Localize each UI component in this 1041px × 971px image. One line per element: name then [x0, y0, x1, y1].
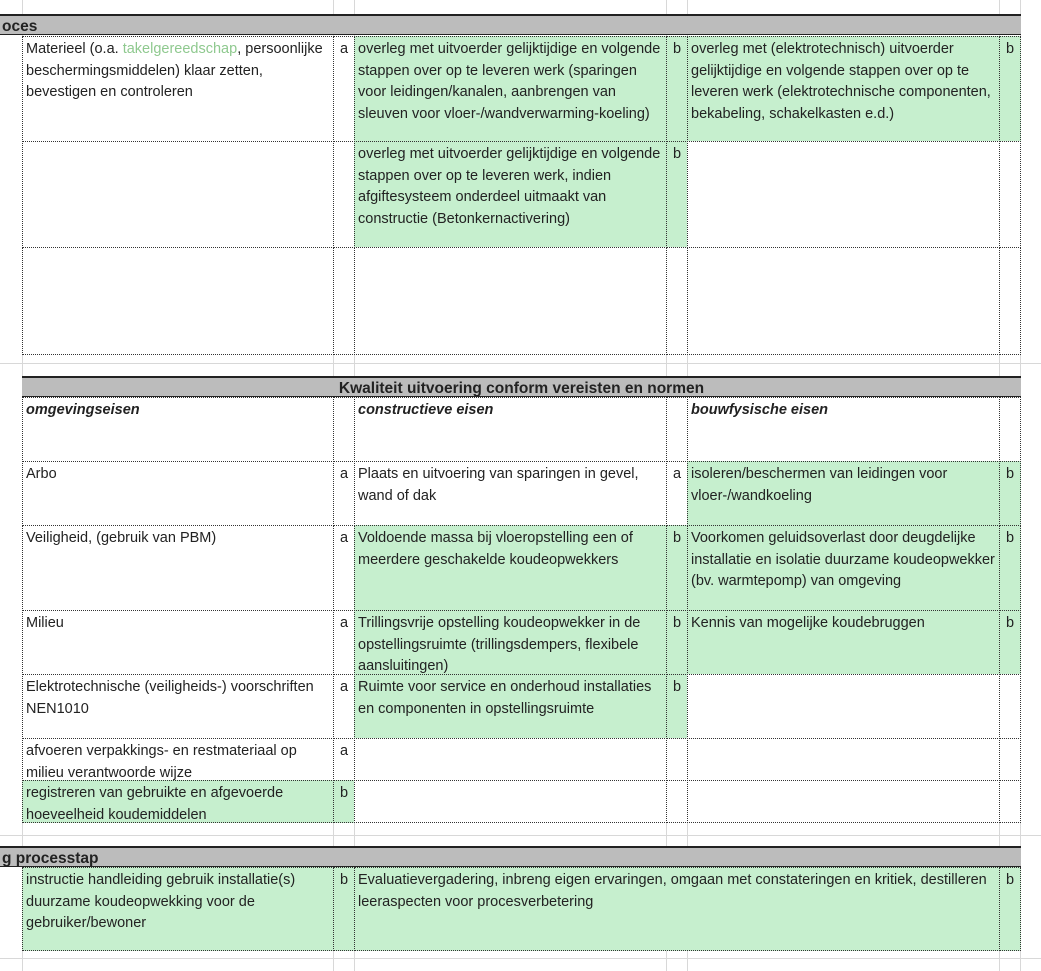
task-cell[interactable]: afvoeren verpakkings- en restmateriaal op milieu verantwoorde wijze [22, 738, 334, 781]
empty-cell[interactable] [666, 247, 688, 355]
level-label[interactable]: b [333, 780, 355, 823]
task-cell[interactable]: Voldoende massa bij vloeropstelling een of meerdere geschakelde koudeopwekkers [354, 525, 667, 611]
empty-cell[interactable] [999, 780, 1021, 823]
level-label[interactable]: a [333, 525, 355, 611]
task-cell[interactable]: Arbo [22, 461, 334, 526]
task-cell[interactable]: Elektrotechnische (veiligheids-) voorschriften NEN1010 [22, 674, 334, 739]
task-cell[interactable]: Voorkomen geluidsoverlast door deugdelijke installatie en isolatie duurzame koudeopwekker (bv. warmtepomp) van omgeving [687, 525, 1000, 611]
level-label[interactable]: a [333, 461, 355, 526]
task-cell[interactable]: overleg met uitvoerder gelijktijdige en volgende stappen over op te leveren werk, indien afgiftesysteem onderdeel uitmaakt van constructie (Betonkernactivering) [354, 141, 667, 248]
empty-cell[interactable] [687, 674, 1000, 739]
level-label[interactable]: b [999, 461, 1021, 526]
level-label[interactable]: b [333, 867, 355, 951]
task-cell[interactable]: Milieu [22, 610, 334, 675]
level-label[interactable]: b [666, 141, 688, 248]
empty-cell[interactable] [22, 247, 334, 355]
level-label[interactable]: a [333, 738, 355, 781]
empty-cell[interactable] [22, 141, 334, 248]
level-label[interactable]: b [666, 674, 688, 739]
task-cell[interactable]: overleg met uitvoerder gelijktijdige en volgende stappen over op te leveren werk (sparingen voor leidingen/kanalen, aanbrengen van sleuven voor vloer-/wandverwarming-koeling) [354, 36, 667, 142]
empty-cell[interactable] [333, 141, 355, 248]
task-cell[interactable] [22, 36, 334, 142]
empty-cell[interactable] [999, 674, 1021, 739]
level-label[interactable]: b [999, 610, 1021, 675]
gridline [0, 363, 1041, 364]
task-cell[interactable]: overleg met (elektrotechnisch) uitvoerder gelijktijdige en volgende stappen over op te leveren werk (elektrotechnische componenten, bekabeling, schakelkasten e.d.) [687, 36, 1000, 142]
task-cell[interactable]: Evaluatievergadering, inbreng eigen ervaringen, omgaan met constateringen en kritiek, destilleren leeraspecten voor procesverbetering [354, 867, 1000, 951]
task-cell[interactable]: Ruimte voor service en onderhoud installaties en componenten in opstellingsruimte [354, 674, 667, 739]
level-label[interactable]: b [666, 36, 688, 142]
empty-cell[interactable] [354, 780, 667, 823]
task-text: , persoonlijke beschermingsmiddelen) klaar zetten, bevestigen en controleren [26, 41, 323, 100]
level-label[interactable]: a [333, 674, 355, 739]
column-header: constructieve eisen [354, 397, 667, 462]
empty-cell[interactable] [999, 397, 1021, 462]
section-header: oces [0, 14, 1021, 35]
level-label[interactable]: b [999, 867, 1021, 951]
level-label[interactable]: a [666, 461, 688, 526]
empty-cell[interactable] [687, 738, 1000, 781]
task-cell[interactable]: registreren van gebruikte en afgevoerde hoeveelheid koudemiddelen [22, 780, 334, 823]
empty-cell[interactable] [999, 738, 1021, 781]
level-label[interactable]: b [666, 525, 688, 611]
empty-cell[interactable] [333, 397, 355, 462]
section-header: Kwaliteit uitvoering conform vereisten en normen [22, 376, 1021, 397]
column-header: omgevingseisen [22, 397, 334, 462]
empty-cell[interactable] [666, 397, 688, 462]
empty-cell[interactable] [354, 738, 667, 781]
level-label[interactable]: b [666, 610, 688, 675]
task-cell[interactable]: Veiligheid, (gebruik van PBM) [22, 525, 334, 611]
task-cell[interactable]: instructie handleiding gebruik installatie(s) duurzame koudeopwekking voor de gebruiker/bewoner [22, 867, 334, 951]
gridline [0, 835, 1041, 836]
empty-cell[interactable] [333, 247, 355, 355]
column-header: bouwfysische eisen [687, 397, 1000, 462]
empty-cell[interactable] [687, 780, 1000, 823]
empty-cell[interactable] [687, 141, 1000, 248]
task-cell[interactable]: Kennis van mogelijke koudebruggen [687, 610, 1000, 675]
section-header: g processtap [0, 846, 1021, 867]
empty-cell[interactable] [666, 780, 688, 823]
empty-cell[interactable] [999, 247, 1021, 355]
level-label[interactable]: a [333, 36, 355, 142]
level-label[interactable]: a [333, 610, 355, 675]
task-cell[interactable]: isoleren/beschermen van leidingen voor vloer-/wandkoeling [687, 461, 1000, 526]
task-cell[interactable]: Plaats en uitvoering van sparingen in gevel, wand of dak [354, 461, 667, 526]
task-text: Materieel (o.a. [26, 41, 123, 57]
empty-cell[interactable] [687, 247, 1000, 355]
task-cell[interactable]: Trillingsvrije opstelling koudeopwekker in de opstellingsruimte (trillingsdempers, flexibele aansluitingen) [354, 610, 667, 675]
empty-cell[interactable] [354, 247, 667, 355]
task-text-highlight: takelgereedschap [122, 41, 238, 57]
level-label[interactable]: b [999, 525, 1021, 611]
empty-cell[interactable] [999, 141, 1021, 248]
empty-cell[interactable] [666, 738, 688, 781]
gridline [0, 958, 1041, 959]
level-label[interactable]: b [999, 36, 1021, 142]
